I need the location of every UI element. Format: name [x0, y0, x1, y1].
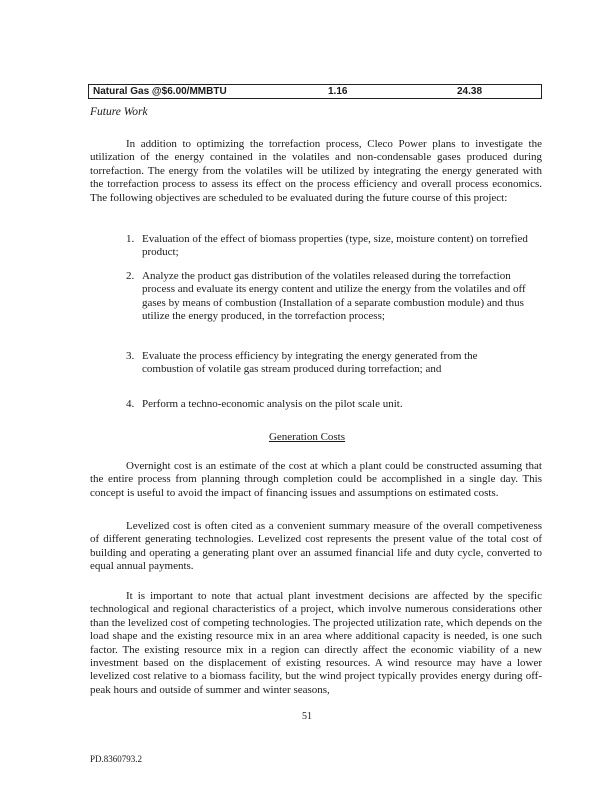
document-id: PD.8360793.2 — [90, 754, 143, 764]
table-row — [88, 84, 542, 99]
page-number: 51 — [302, 711, 312, 722]
paragraph-future-work-intro: In addition to optimizing the torrefaction process, Cleco Power plans to investigate the utilization of the energy contained in the volatiles and non-condensable gases produced during torrefaction. The energy from the volatiles will be utilized by integrating the energy generated with the torrefaction process to assess its effect on the process efficiency and overall process economics. The following objectives are scheduled to be evaluated during the future course of this project: — [90, 138, 542, 204]
paragraph-investment-decisions: It is important to note that actual plant investment decisions are affected by the specific technological and regional characteristics of a project, which involve numerous considerations other than the levelized cost of competing technologies. The projected utilization rate, which depends on the load shape and the existing resource mix in an area where additional capacity is needed, is one such factor. The existing resource mix in a region can directly affect the economic viability of a new investment based on the displacement of existing resources. A wind resource may have a lower levelized cost relative to a biomass facility, but the wind project typically provides energy during off-peak hours and outside of summer and winter seasons, — [90, 590, 542, 696]
list-item — [126, 270, 528, 324]
list-item — [126, 233, 528, 260]
table-cell-label: Natural Gas @$6.00/MMBTU — [93, 86, 227, 97]
section-heading-future-work: Future Work — [90, 106, 148, 118]
list-number: 4. — [126, 398, 135, 410]
list-text: Evaluation of the effect of biomass properties (type, size, moisture content) on torrefied product; — [142, 233, 528, 259]
list-number: 3. — [126, 350, 135, 362]
list-number: 2. — [126, 270, 135, 282]
paragraph-overnight-cost: Overnight cost is an estimate of the cost at which a plant could be constructed assuming that the entire process from planning through completion could be accomplished in a single day. This concept is useful to avoid the impact of financing issues and assumptions on estimated costs. — [90, 460, 542, 499]
list-item — [126, 350, 528, 377]
list-text: Evaluate the process efficiency by integrating the energy generated from the combustion of volatile gas stream produced during torrefaction; and — [142, 350, 478, 376]
section-heading-text: Generation Costs — [268, 431, 346, 443]
paragraph-levelized-cost: Levelized cost is often cited as a convenient summary measure of the overall competiveness of different generating technologies. Levelized cost represents the present value of the total cost of building and operating a generating plant over an assumed financial life and duty cycle, converted to equal annual payments. — [90, 520, 542, 573]
table-cell-value: 1.16 — [328, 86, 348, 97]
list-text: Perform a techno-economic analysis on the pilot scale unit. — [142, 398, 403, 410]
section-heading-generation-costs — [0, 431, 614, 443]
list-number: 1. — [126, 233, 135, 245]
list-text: Analyze the product gas distribution of the volatiles released during the torrefaction process and evaluate its energy content and utilize the energy from the volatiles and off gases by means of combustion (Installation of a separate combustion module) and thus utilize the energy produced, in the torrefaction process; — [142, 270, 526, 323]
table-cell-value: 24.38 — [457, 86, 483, 97]
list-item — [126, 398, 528, 411]
